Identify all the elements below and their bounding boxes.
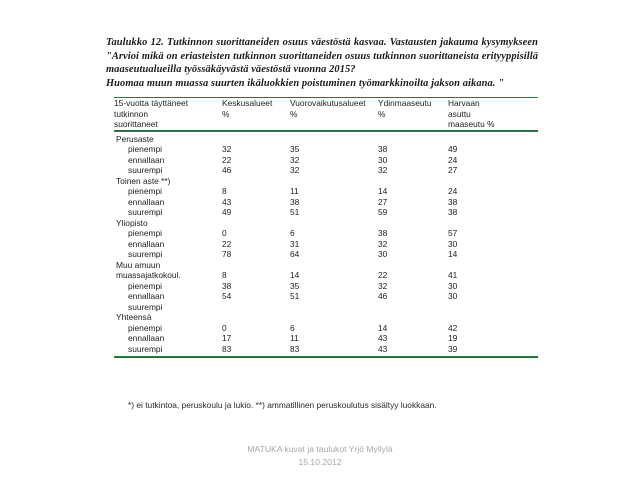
cell-value-3: 30 [378,249,388,260]
group-value-1 [222,176,290,187]
cell-value-2: 11 [290,333,299,344]
table-row [114,239,538,250]
table-row [114,228,538,239]
group-value-2 [290,312,378,323]
group-value-1 [222,260,290,271]
caption-note-text: Huomaa muun muassa suurten ikäluokkien poistuminen työmarkkinoilta jakson aikana. " [106,77,505,89]
slide-footer [0,443,640,468]
cell-value-4: 57 [448,228,458,239]
data-table-body [114,132,538,357]
row-label: ennallaan [128,333,165,344]
column-header-category [114,98,222,130]
cell-value-2: 51 [290,291,300,302]
table-row [114,281,538,292]
row-label: suurempi [128,207,163,218]
row-label: suurempi [128,301,163,312]
row-label: suurempi [128,165,163,176]
footer-date: 15.10.2012 [298,456,342,467]
cell-value-2: 6 [290,322,295,333]
cell-value-2: 64 [290,249,300,260]
header-line-3: maaseutu % [448,119,495,130]
header-line-2: tutkinnon [114,108,148,119]
cell-value-4: 19 [448,333,458,344]
cell-value-3: 14 [378,322,388,333]
cell-value-3: 27 [378,196,388,207]
cell-value-3: 38 [378,228,388,239]
header-line-3: suorittaneet [114,119,158,130]
cell-value-2: 6 [290,228,295,239]
group-value-1 [222,218,290,229]
cell-value-4: 38 [448,207,458,218]
table-row [114,165,538,176]
column-header-ydinmaaseutu [378,98,448,130]
group-value-4 [448,134,538,145]
row-label: ennallaan [128,238,165,249]
column-header-keskusalueet [222,98,290,130]
cell-value-1: 49 [222,207,232,218]
cell-value-4: 30 [448,238,458,249]
cell-value-1: 0 [222,228,227,239]
cell-value-4: 41 [448,270,458,281]
cell-value-4: 30 [448,291,458,302]
group-value-3 [378,176,448,187]
header-line-1: 15-vuotta täyttäneet [114,98,189,108]
table-row [114,323,538,334]
table-row [114,186,538,197]
group-value-2 [290,218,378,229]
header-line-1: Vuorovaikutusalueet [290,98,366,108]
cell-value-2: 14 [290,270,300,281]
group-value-4 [448,218,538,229]
header-line-2: asuttu [448,108,471,119]
table-row [114,207,538,218]
table-caption [106,36,538,90]
row-label: pienempi [128,228,162,239]
cell-value-1: 38 [222,280,232,291]
cell-value-4: 24 [448,154,458,165]
cell-value-2: 35 [290,280,300,291]
data-table-container [114,97,538,358]
group-name: Yhteensä [116,312,152,323]
table-group-header-row [114,176,538,187]
cell-value-4: 30 [448,280,458,291]
row-label: pienempi [128,322,162,333]
table-row [114,144,538,155]
cell-value-1: 43 [222,196,232,207]
cell-value-3: 38 [378,144,388,155]
cell-value-1: 0 [222,322,227,333]
cell-value-4: 49 [448,144,458,155]
table-row [114,155,538,166]
cell-value-4: 39 [448,343,458,354]
table-row [114,344,538,355]
header-line-2: % [378,108,386,119]
group-value-3 [378,134,448,145]
group-value-1 [222,312,290,323]
cell-value-1: 17 [222,333,232,344]
header-line-2: % [290,108,298,119]
table-group-header-row-cont [114,270,538,281]
group-name: Toinen aste **) [116,175,171,186]
cell-value-4: 38 [448,196,458,207]
cell-value-1: 22 [222,154,232,165]
column-header-vuorovaikutusalueet [290,98,378,130]
group-value-2 [290,260,378,271]
table-footnote: *) ei tutkintoa, peruskoulu ja lukio. **) ammatillinen peruskoulutus sisältyy luokkaan. [128,400,437,410]
row-label: pienempi [128,144,162,155]
group-name: Perusaste [116,133,154,144]
cell-value-2: 32 [290,154,300,165]
cell-value-3 [378,302,448,313]
header-line-2: % [222,108,230,119]
cell-value-3: 22 [378,270,388,281]
column-header-harvaan-asuttu-maaseutu [448,98,538,130]
group-value-3 [378,260,448,271]
row-label: ennallaan [128,291,165,302]
cell-value-1: 22 [222,238,232,249]
group-value-4 [448,260,538,271]
group-value-2 [290,134,378,145]
cell-value-1: 78 [222,249,232,260]
group-value-1 [222,134,290,145]
table-group-header-row [114,260,538,271]
cell-value-2: 32 [290,165,300,176]
header-line-1: Keskusalueet [222,98,273,108]
row-label: suurempi [128,249,163,260]
cell-value-4: 14 [448,249,458,260]
table-group-header-row [114,134,538,145]
table-row [114,302,538,313]
cell-value-4: 24 [448,186,458,197]
table-header-row [114,98,538,130]
caption-main-text: Taulukko 12. Tutkinnon suorittaneiden osuus väestöstä kasvaa. Vastausten jakauma kysymykseen "Arvioi mikä on eriasteisten tutkinnon suorittaneiden osuus tutkinnon suorittaneista erityyppisillä maaseutualueilla työssäkäyvästä väestöstä vuonna 2015? [106,37,538,76]
cell-value-2: 35 [290,144,300,155]
cell-value-1: 32 [222,144,232,155]
cell-value-1: 83 [222,343,232,354]
cell-value-3: 30 [378,154,388,165]
group-value-4 [448,312,538,323]
cell-value-1: 8 [222,270,227,281]
data-table [114,98,538,130]
header-line-1: Harvaan [448,98,480,108]
group-value-3 [378,312,448,323]
cell-value-3: 32 [378,238,388,249]
cell-value-2 [290,302,378,313]
table-row [114,249,538,260]
table-row [114,333,538,344]
cell-value-1 [222,302,290,313]
cell-value-2: 11 [290,186,299,197]
table-row [114,197,538,208]
cell-value-2: 51 [290,207,300,218]
group-value-2 [290,176,378,187]
cell-value-4: 42 [448,322,458,333]
cell-value-3: 43 [378,333,388,344]
row-label: pienempi [128,280,162,291]
group-name: Muu amuun [116,259,161,270]
header-line-1: Ydinmaaseutu [378,98,432,108]
cell-value-3: 43 [378,343,388,354]
cell-value-1: 54 [222,291,232,302]
group-value-3 [378,218,448,229]
cell-value-3: 32 [378,165,388,176]
row-label: pienempi [128,186,162,197]
cell-value-2: 83 [290,343,300,354]
cell-value-3: 32 [378,280,388,291]
cell-value-3: 59 [378,207,388,218]
cell-value-2: 31 [290,238,300,249]
table-group-header-row [114,312,538,323]
cell-value-3: 46 [378,291,388,302]
cell-value-4 [448,302,538,313]
table-bottom-rule [114,356,538,358]
footer-source-line: MATUKA kuvat ja taulukot Yrjö Myllylä [247,444,393,454]
cell-value-2: 38 [290,196,300,207]
cell-value-4: 27 [448,165,458,176]
group-name: Yliopisto [116,217,148,228]
row-label: suurempi [128,343,163,354]
group-name-line2: muassajatkokoul. [116,270,181,281]
row-label: ennallaan [128,154,165,165]
cell-value-1: 46 [222,165,232,176]
cell-value-3: 14 [378,186,388,197]
table-row [114,291,538,302]
row-label: ennallaan [128,196,165,207]
table-group-header-row [114,218,538,229]
group-value-4 [448,176,538,187]
cell-value-1: 8 [222,186,227,197]
